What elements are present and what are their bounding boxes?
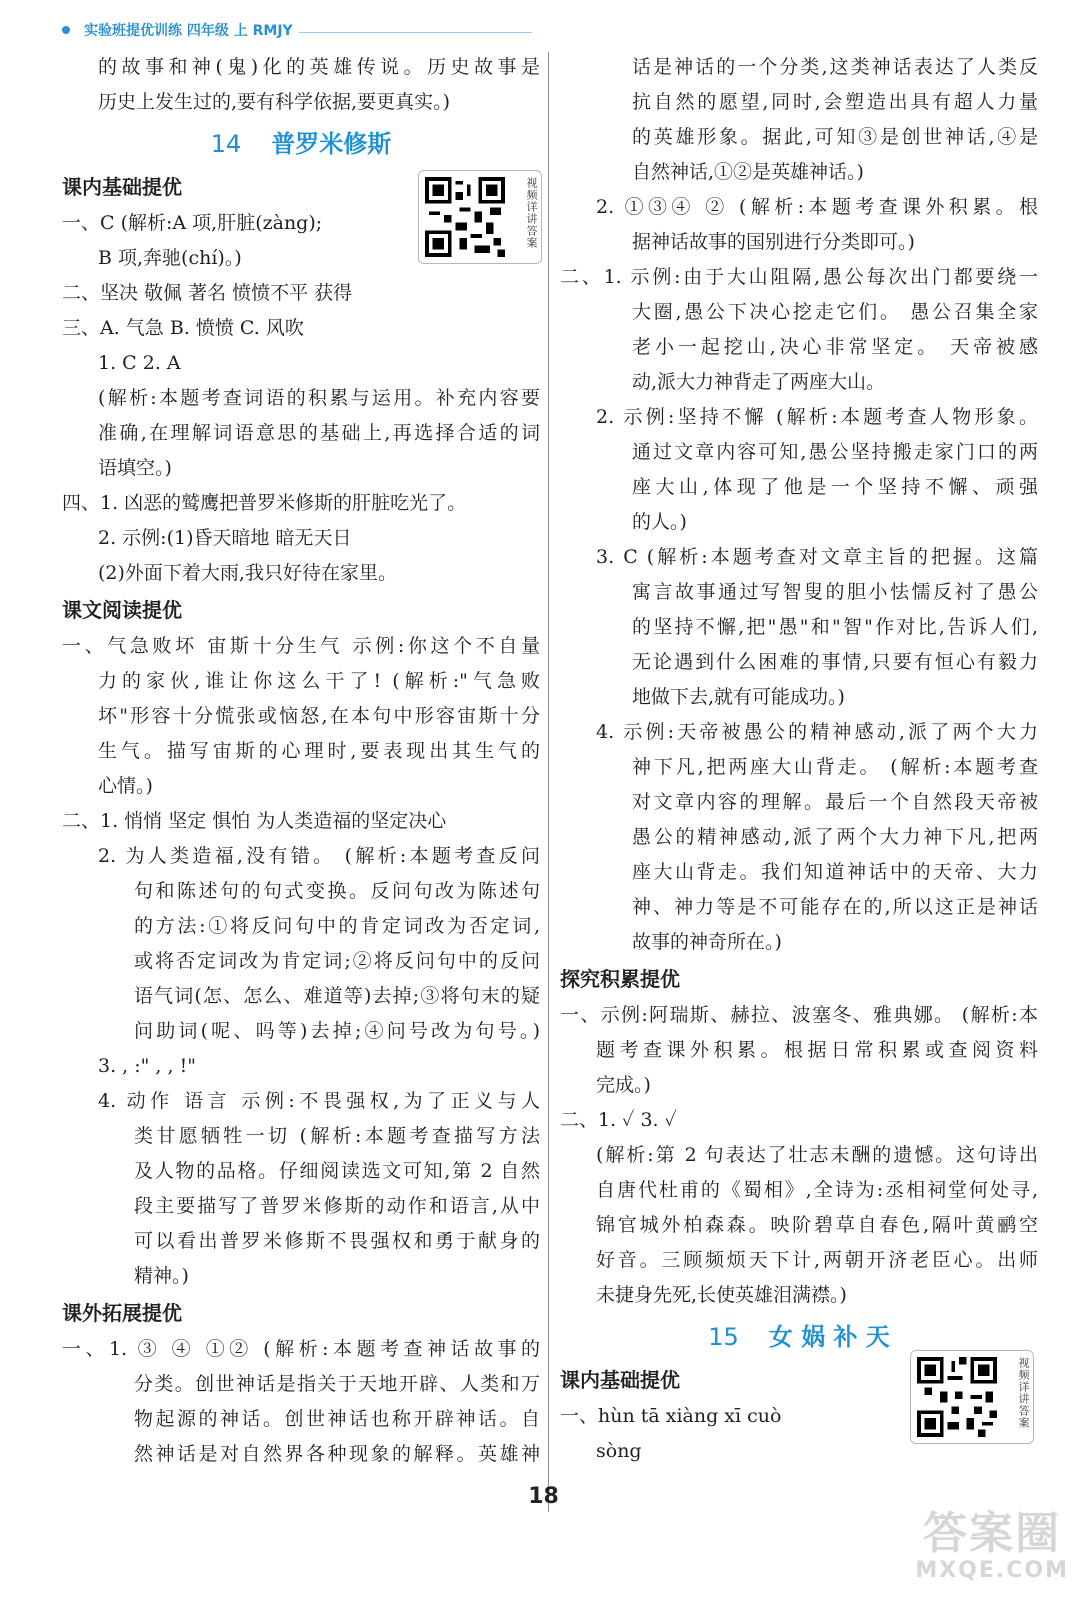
answer-line: 句和陈述句的句式变换。反问句改为陈述句 — [134, 880, 540, 902]
answer-line: 的英雄形象。据此,可知③是创世神话,④是 — [632, 126, 1038, 148]
answer-line: 对文章内容的理解。最后一个自然段天帝被 — [632, 791, 1038, 813]
answer-line: sòng — [596, 1440, 642, 1462]
answer-line: 力的家伙,谁让你这么干了! (解析:"气急败 — [98, 670, 540, 692]
answer-line: 然神话是对自然界各种现象的解释。英雄神 — [134, 1443, 540, 1465]
answer-line: 2. 示例:(1)昏天暗地 暗无天日 — [98, 527, 352, 549]
section-heading: 课文阅读提优 — [62, 598, 182, 622]
section-heading: 课外拓展提优 — [62, 1301, 182, 1325]
answer-line: 大圈,愚公下决心挖走它们。 愚公召集全家 — [632, 301, 1038, 323]
answer-line: (解析:第 2 句表达了壮志未酬的遗憾。这句诗出 — [596, 1144, 1038, 1166]
answer-line: 神、神力等是不可能存在的,所以这正是神话 — [632, 896, 1038, 918]
lesson-name: 普罗米修斯 — [271, 130, 392, 158]
answer-line: 问助词(呢、吗等)去掉;④问号改为句号。) — [134, 1020, 540, 1042]
answer-line: B 项,奔驰(chí)。) — [98, 247, 242, 269]
answer-line: 3. , :" , , !" — [98, 1055, 196, 1077]
answer-line: 二、1. ✓ 3. ✓ — [560, 1109, 677, 1131]
answer-line: 4. 动作 语言 示例:不畏强权,为了正义与人 — [98, 1090, 540, 1112]
answer-line: 二、1. 示例:由于大山阻隔,愚公每次出门都要绕一 — [560, 266, 1038, 288]
answer-line: 4. 示例:天帝被愚公的精神感动,派了两个大力 — [596, 721, 1038, 743]
answer-line: 或将否定词改为肯定词;②将反问句中的反问 — [134, 950, 540, 972]
section-heading: 探究积累提优 — [560, 967, 680, 991]
right-column — [560, 50, 1038, 1469]
answer-line: 语气词(怎、怎么、难道等)去掉;③将句末的疑 — [134, 985, 540, 1007]
intro-line: 的故事和神(鬼)化的英雄传说。历史故事是 — [98, 56, 540, 78]
watermark — [915, 1510, 1069, 1584]
page-number: 18 — [528, 1484, 559, 1509]
answer-line: 心情。) — [98, 775, 153, 797]
answer-line: 座大山,体现了他是一个坚持不懈、顽强 — [632, 476, 1038, 498]
watermark-site: MXQE.COM — [915, 1558, 1069, 1583]
answer-line: 老小一起挖山,决心非常坚定。 天帝被感 — [632, 336, 1038, 358]
answer-line: 寓言故事通过写智叟的胆小怯懦反衬了愚公 — [632, 581, 1038, 603]
section-heading: 课内基础提优 — [62, 175, 182, 199]
answer-line: 动,派大力神背走了两座大山。 — [632, 371, 886, 393]
header-rule — [299, 32, 532, 33]
answer-line: 地做下去,就有可能成功。) — [632, 686, 845, 708]
column-divider — [548, 52, 549, 1512]
answer-line: 题考查课外积累。根据日常积累或查阅资料 — [596, 1039, 1038, 1061]
answer-line: 的坚持不懈,把"愚"和"智"作对比,告诉人们, — [632, 616, 1038, 638]
answer-line: 一、hùn tā xiàng xī cuò — [560, 1405, 782, 1427]
section-heading: 课内基础提优 — [560, 1368, 680, 1392]
answer-line: 二、1. 悄悄 坚定 惧怕 为人类造福的坚定决心 — [62, 810, 447, 832]
answer-line: 2. ①③④ ② (解析:本题考查课外积累。根 — [596, 196, 1038, 218]
answer-line: 物起源的神话。创世神话也称开辟神话。自 — [134, 1408, 540, 1430]
answer-line: 三、A. 气急 B. 愤愤 C. 风吹 — [62, 317, 304, 339]
header-title: 实验班提优训练 四年级 上 RMJY — [84, 23, 293, 39]
answer-line: 1. C 2. A — [98, 352, 181, 374]
answer-line: 2. 为人类造福,没有错。 (解析:本题考查反问 — [98, 845, 540, 867]
intro-line: 历史上发生过的,要有科学依据,要更真实。) — [98, 91, 450, 113]
answer-line: 的人。) — [632, 511, 687, 533]
qr-label: 视频详讲答案 — [525, 177, 538, 249]
answer-line: 一、气急败坏 宙斯十分生气 示例:你这个不自量 — [62, 635, 540, 657]
qr-label: 视频详讲答案 — [1017, 1357, 1030, 1429]
answer-line: 故事的神奇所在。) — [632, 931, 782, 953]
answer-line: 精神。) — [134, 1265, 189, 1287]
answer-line: 及人物的品格。仔细阅读选文可知,第 2 自然 — [134, 1160, 540, 1182]
answer-line: 2. 示例:坚持不懈 (解析:本题考查人物形象。 — [596, 406, 1038, 428]
header-bullet-icon — [62, 26, 70, 34]
answer-line: 可以看出普罗米修斯不畏强权和勇于献身的 — [134, 1230, 540, 1252]
answer-line: 座大山背走。我们知道神话中的天帝、大力 — [632, 861, 1038, 883]
answer-line: 坏"形容十分慌张或恼怒,在本句中形容宙斯十分 — [98, 705, 540, 727]
qr-code-icon — [917, 1357, 997, 1437]
answer-line: 一、1. ③ ④ ①② (解析:本题考查神话故事的 — [62, 1338, 540, 1360]
answer-line: 一、示例:阿瑞斯、赫拉、波塞冬、雅典娜。 (解析:本 — [560, 1004, 1038, 1026]
answer-line: (2)外面下着大雨,我只好待在家里。 — [98, 562, 397, 584]
answer-line: 神下凡,把两座大山背走。 (解析:本题考查 — [632, 756, 1038, 778]
answer-line: 愚公的精神感动,派了两个大力神下凡,把两 — [632, 826, 1038, 848]
answer-line: 话是神话的一个分类,这类神话表达了人类反 — [632, 56, 1038, 78]
answer-line: 通过文章内容可知,愚公坚持搬走家门口的两 — [632, 441, 1038, 463]
answer-line: 语填空。) — [98, 457, 172, 479]
answer-line: 的方法:①将反问句中的肯定词改为否定词, — [134, 915, 540, 937]
answer-line: 类甘愿牺牲一切 (解析:本题考查描写方法 — [134, 1125, 540, 1147]
answer-line: 二、坚决 敬佩 著名 愤愤不平 获得 — [62, 282, 353, 304]
answer-line: 分类。创世神话是指关于天地开辟、人类和万 — [134, 1373, 540, 1395]
lesson-number: 15 — [708, 1323, 739, 1351]
lesson-14-title — [62, 120, 540, 168]
answer-line: 一、C (解析:A 项,肝脏(zàng); — [62, 212, 323, 234]
lesson-number: 14 — [210, 130, 242, 158]
answer-line: 好音。三顾频烦天下计,两朝开济老臣心。出师 — [596, 1249, 1038, 1271]
qr-code-video-answers[interactable] — [418, 170, 542, 264]
answer-line: 抗自然的愿望,同时,会塑造出具有超人力量 — [632, 91, 1038, 113]
answer-line: 锦官城外柏森森。映阶碧草自春色,隔叶黄鹂空 — [596, 1214, 1038, 1236]
answer-line: 四、1. 凶恶的鹫鹰把普罗米修斯的肝脏吃光了。 — [62, 492, 467, 514]
lesson-name: 女 娲 补 天 — [768, 1323, 890, 1351]
answer-line: 未捷身先死,长使英雄泪满襟。) — [596, 1284, 847, 1306]
answer-line: 无论遇到什么困难的事情,只要有恒心有毅力 — [632, 651, 1038, 673]
answer-line: 自然神话,①②是英雄神话。) — [632, 161, 864, 183]
running-header — [62, 18, 532, 42]
watermark-brand: 答案圈 — [923, 1508, 1062, 1559]
answer-line: 准确,在理解词语意思的基础上,再选择合适的词 — [98, 422, 540, 444]
answer-line: 据神话故事的国别进行分类即可。) — [632, 231, 915, 253]
answer-line: 完成。) — [596, 1074, 651, 1096]
qr-code-video-answers-15[interactable] — [910, 1350, 1034, 1444]
answer-line: (解析:本题考查词语的积累与运用。补充内容要 — [98, 387, 540, 409]
answer-line: 3. C (解析:本题考查对文章主旨的把握。这篇 — [596, 546, 1038, 568]
qr-code-icon — [425, 177, 505, 257]
answer-line: 段主要描写了普罗米修斯的动作和语言,从中 — [134, 1195, 540, 1217]
answer-line: 生气。描写宙斯的心理时,要表现出其生气的 — [98, 740, 540, 762]
answer-line: 自唐代杜甫的《蜀相》,全诗为:丞相祠堂何处寻, — [596, 1179, 1038, 1201]
